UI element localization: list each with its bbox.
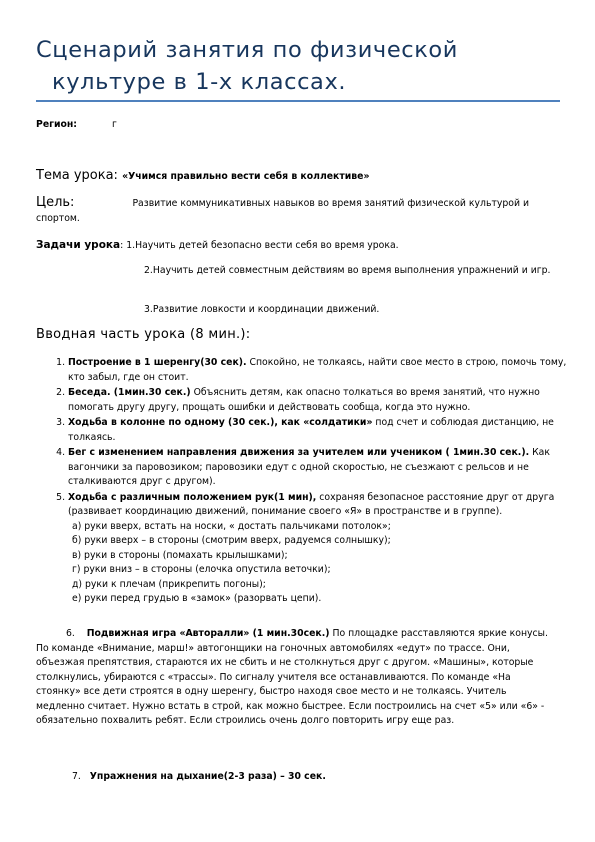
list-item xyxy=(68,416,584,445)
sub-item: б) руки вверх – в стороны (смотрим вверх, радуемся солнышку); xyxy=(72,535,391,546)
sub-item: е) руки перед грудью в «замок» (разорвать цепи). xyxy=(72,593,322,604)
item-text: Как вагончики за паровозиком; паровозики едут с одной скоростью, не съезжают с рельсов и не сталкиваются друг с другом). xyxy=(68,447,550,487)
task-2-number: 2 xyxy=(144,265,150,276)
intro-list xyxy=(36,356,584,608)
goal-label: Цель: xyxy=(36,195,75,210)
item-title: Ходьба в колонне по одному (30 сек.), как «солдатики» xyxy=(68,417,373,428)
tasks-label: Задачи урока xyxy=(36,239,121,251)
goal-value: Развитие коммуникативных навыков во время занятий физической культурой и спортом. xyxy=(36,198,530,224)
item-title: Построение в 1 шеренгу(30 сек). xyxy=(68,357,247,368)
item-text: Объяснить детям, как опасно толкаться во время занятий, что нужно помогать другу другу, прощать ошибки и действовать сообща, когда это нужно. xyxy=(68,387,540,413)
sub-item: а) руки вверх, встать на носки, « достать пальчиками потолок»; xyxy=(72,520,391,532)
item-text: под счет и соблюдая дистанцию, не толкаясь. xyxy=(68,417,554,443)
task-2-text: .Научить детей совместным действиям во время выполнения упражнений и игр. xyxy=(149,265,551,276)
topic-value: «Учимся правильно вести себя в коллективе» xyxy=(122,171,370,182)
intro-heading xyxy=(36,327,250,343)
goal-paragraph xyxy=(36,196,556,226)
item-text: сохраняя безопасное расстояние друг от друга (развивает координацию движений, понимание своего «Я» в пространстве и в группе). xyxy=(68,491,555,517)
breathing-title: Упражнения на дыхание(2-3 раза) – 30 сек. xyxy=(89,771,326,782)
title-line-1: Сценарий занятия по физической xyxy=(36,37,459,63)
topic-line xyxy=(36,168,369,185)
list-item xyxy=(68,356,584,385)
sub-item: д) руки к плечам (прикрепить погоны); xyxy=(72,578,266,590)
game-text: По площадке расставляются яркие конусы. По команде «Внимание, марш!» автогонщики на гоночных автомобилях «едут» по трассе. Они, объезжая препятствия, стараются их не сбить и не столкнуться друг с другом. «Машины», которые столкнулись, убираются с «трассы». По сигналу учителя все останавливаются. По команде «На стоянку» все дети строятся в одну шеренгу, быстро находя свое место и не толкаясь. Учитель медленно считает. Нужно встать в строй, как можно быстрее. Если построились на счет «5» или «6» - обязательно похвалить ребят. Если строились очень долго повторить игру еще раз. xyxy=(36,628,548,726)
topic-label: Тема урока: xyxy=(36,168,118,183)
region-value: г xyxy=(112,119,117,130)
sub-item: г) руки вниз – в стороны (елочка опустила веточки); xyxy=(72,564,331,575)
title-divider xyxy=(36,100,560,102)
task-2 xyxy=(36,264,556,279)
item-title: Бег с изменением направления движения за учителем или учеником ( 1мин.30 сек.). xyxy=(68,447,530,458)
title-line-2: культуре в 1-х классах. xyxy=(52,69,347,95)
region-line xyxy=(36,118,117,133)
intro-time: (8 мин.): xyxy=(189,327,251,342)
task-1: : 1.Научить детей безопасно вести себя во время урока. xyxy=(120,240,399,251)
sub-item: в) руки в стороны (помахать крылышками); xyxy=(72,549,288,561)
tasks-line-1 xyxy=(36,238,556,254)
region-label: Регион: xyxy=(36,119,78,130)
item-title: Ходьба с различным положением рук(1 мин), xyxy=(68,491,317,503)
game-title: Подвижная игра «Авторалли» (1 мин.30сек.) xyxy=(86,628,330,639)
breathing-number: 7. xyxy=(72,771,81,782)
document-title xyxy=(36,34,556,98)
list-item xyxy=(68,446,584,490)
item-title: Беседа. (1мин.30 сек.) xyxy=(68,387,191,398)
intro-label: Вводная часть урока xyxy=(36,327,186,342)
game-number: 6. xyxy=(66,628,75,639)
game-paragraph xyxy=(36,627,556,729)
task-3: 3.Развитие ловкости и координации движений. xyxy=(144,304,380,315)
breathing-paragraph xyxy=(72,770,326,785)
list-item xyxy=(68,386,584,415)
list-item xyxy=(68,491,584,607)
item-text: Спокойно, не толкаясь, найти свое место в строю, помочь тому, кто забыл, где он стоит. xyxy=(68,357,567,383)
